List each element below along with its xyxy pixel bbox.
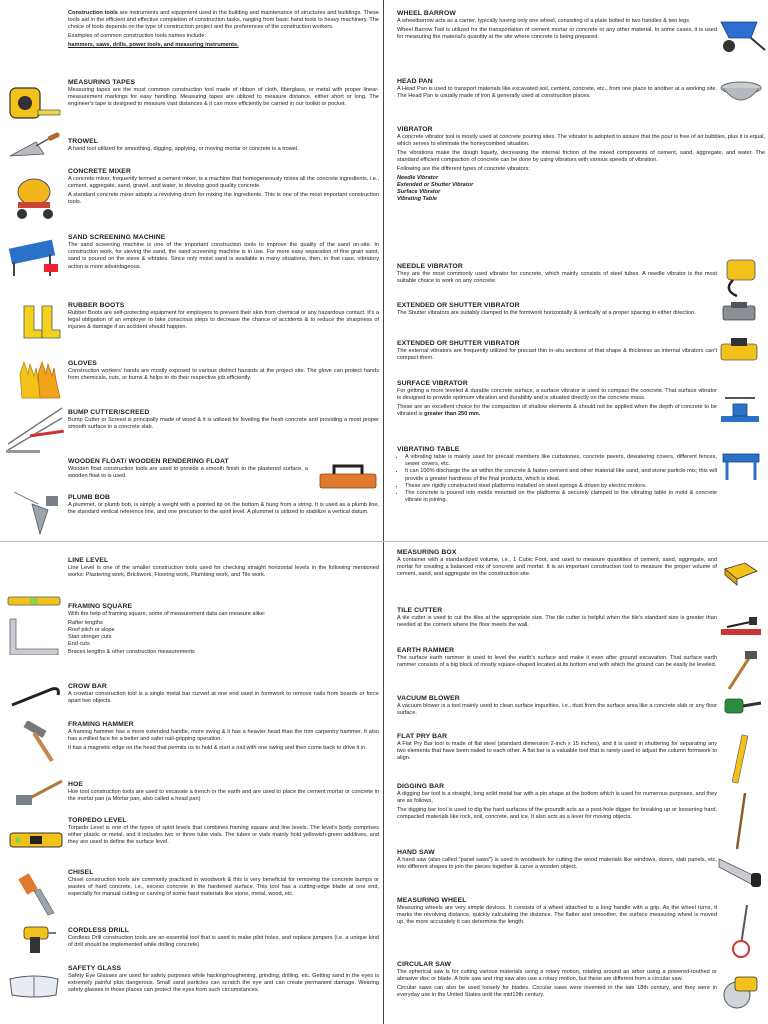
wheel-barrow-title: WHEEL BARROW: [397, 10, 456, 17]
measuring-box-section: [397, 549, 717, 580]
hand-saw-section: [397, 849, 717, 873]
line-level-title: LINE LEVEL: [68, 557, 109, 564]
concrete-mixer-title: CONCRETE MIXER: [68, 168, 131, 175]
cordless-drill-title: CORDLESS DRILL: [68, 927, 130, 934]
crow-bar-section: [68, 683, 379, 707]
wheel-barrow-icon: [717, 14, 767, 54]
bottom-left-panel: [0, 543, 383, 1024]
surface-vibrator-title: SURFACE VIBRATOR: [397, 380, 468, 387]
intro-section: [68, 10, 379, 51]
vibrator-title: VIBRATOR: [397, 126, 433, 133]
chisel-text: Chisel construction tools are commonly practiced in woodwork & this is very beneficial for removing the concrete bumps or wastes of hard concrete, i.e., excess concrete in the hardened surface. This tool has a cutting-edge blade at one end, especially for manual cutting or carving of some hard materials like stone, metal, wood, etc.: [68, 877, 379, 898]
measuring-box-icon: [721, 559, 761, 587]
intro-lead: Construction tools: [68, 10, 118, 16]
framing-square-icon: [6, 615, 60, 655]
head-pan-icon: [719, 78, 763, 108]
line-level-section: [68, 557, 379, 581]
vibrating-table-item: • A vibrating table is mainly used for precast members like curbstones, concrete pavers, dewatering covers, different fences, sewer covers, etc.: [405, 454, 717, 468]
plumb-bob-text: A plummet, or plumb bob, is simply a weight with a pointed tip on the bottom & hung from a string. It is used as a plumb line, the standard vertical reference line, and one precursor to the spirit level. A plummet is utilized to stabilize a vertical datum.: [68, 502, 379, 516]
gloves-icon: [14, 358, 64, 400]
top-left-panel: [0, 0, 383, 540]
bump-cutter-title: BUMP CUTTER/SCREED: [68, 409, 150, 416]
wooden-float-icon: [318, 460, 378, 494]
flat-pry-bar-icon: [729, 731, 753, 787]
vibrator-type-1: Needle Vibrator: [397, 174, 439, 181]
gloves-title: GLOVES: [68, 360, 97, 367]
wooden-float-section: [68, 458, 308, 482]
extended-vibrator-1-text: The Shutter vibrators are suitably clamped to the formwork horizontally & vertically at a proper spacing in either direction.: [397, 310, 696, 316]
surface-vibrator-text-1: For getting a more leveled & durable concrete surface, a surface vibrator is used to compact the concrete. That surface vibrator is designed to provide optimum vibration and durability and is situated directly on the concrete mass.: [397, 388, 717, 402]
vacuum-blower-title: VACUUM BLOWER: [397, 695, 460, 702]
vibrating-table-section: [397, 446, 717, 504]
circular-saw-text-1: The spherical saw is for cutting various materials using a rotary motion, rotating around an arbor using a powered-toothed or abrasive disc or blade. A hole saw and ring saw also use a rotary motion, but these are different from a circular saw.: [397, 969, 717, 983]
bump-cutter-screed-icon: [4, 404, 66, 460]
plumb-bob-icon: [10, 490, 66, 536]
needle-vibrator-title: NEEDLE VIBRATOR: [397, 263, 463, 270]
sand-screening-text: The sand screening machine is one of the important construction tools to improve the quality of the sand on-site. In construction work, for sieving the sand, the sand screening machine is in use. For more easy separation of fine grain sand, sand is poured on the sieve & vibrates. Since only moist sand is available in many situations, then, in that case, vibratory action is more advantageous.: [68, 242, 379, 270]
torpedo-level-section: [68, 817, 379, 848]
chisel-icon: [18, 873, 58, 917]
flat-pry-bar-section: [397, 733, 717, 764]
framing-square-text: With the help of framing square, some of measurement data can measure alike:: [68, 611, 266, 617]
vibrator-text-2: The vibrations make the dough liquefy, decreasing the internal friction of the mixed components of cement, sand, aggregate, and water. The standard efficient compaction of concrete can be done by using vibrators with various speeds of vibration.: [397, 149, 765, 164]
safety-glass-text: Safety Eye Glasses are used for safety purposes while hacking/roughening, grinding, drilling, etc. Getting sand in the eyes is extremely painful plus dangerous. Small sand particles can scratch the eye and can create permanent damage. Wearing safety glasses in those places can protect the eyes from such circumstances.: [68, 973, 379, 994]
framing-square-line: Roof pitch or slope: [68, 626, 115, 633]
digging-bar-text-1: A digging bar tool is a straight, long solid metal bar with a pin shape at the bottom which is used for numerous purposes, and they are as follows,: [397, 791, 717, 805]
rubber-boots-text: Rubber Boots are self-protecting equipment for employers to prevent their skin from chemical or any hazardous contact. It's a legal obligation of an employer to take conscious steps to decrease the chance of accidents & to reduce the sharpness of injuries & damage if an accident should happen.: [68, 310, 379, 331]
framing-hammer-text-1: A framing hammer has a more extended handle, more swing & it has a heavier head than the trim carpentry hammer. It also has a milled face for a better and safer nail-gripping operation.: [68, 729, 379, 743]
rubber-boots-icon: [20, 304, 64, 340]
extended-vibrator-icon: [719, 300, 759, 326]
earth-rammer-text: The surface earth rammer is used to level the earth's surface and make it even after ground excavation. That surface earth rammer consists of a big block of mostly square-shaped located at its bottom end with which the ground can be easily be leveled.: [397, 655, 717, 669]
surface-vibrator-icon: [719, 394, 761, 428]
vibrating-table-item: • These are rigidly constructed steel platforms installed on steel springs & driven by electric motors.: [405, 483, 717, 490]
extended-vibrator-2-title: EXTENDED OR SHUTTER VIBRATOR: [397, 340, 520, 347]
surface-vibrator-text-2: These are an excellent choice for the compaction of shallow elements & should not be applied when the depth of concrete to be vibrated is: [397, 403, 717, 418]
vibrating-table-list: [397, 454, 717, 504]
wooden-float-title: WOODEN FLOAT/ WOODEN RENDERING FLOAT: [68, 458, 229, 465]
plumb-bob-section: [68, 494, 379, 518]
tile-cutter-icon: [719, 615, 763, 643]
trowel-icon: [6, 132, 62, 162]
measuring-box-title: MEASURING BOX: [397, 549, 457, 556]
hoe-icon: [14, 779, 64, 819]
vibrator-text-3: Following are the different types of concrete vibrators:: [397, 165, 530, 172]
flat-pry-bar-title: FLAT PRY BAR: [397, 733, 448, 740]
line-level-icon: [6, 593, 62, 609]
safety-glass-title: SAFETY GLASS: [68, 965, 122, 972]
safety-glass-section: [68, 965, 379, 996]
torpedo-level-title: TORPEDO LEVEL: [68, 817, 127, 824]
measuring-wheel-icon: [725, 901, 759, 959]
framing-square-section: [68, 603, 379, 656]
measuring-wheel-text: Measuring wheels are very simple devices. It consists of a wheel attached to a long handle with a grip. As the wheel turns, it marks the revolving distance, quickly calculating the distance. The flatter and smoother, the surface measuring wheel is moved up, the more accurately it can determine the length.: [397, 905, 717, 926]
hoe-title: HOE: [68, 781, 84, 788]
circular-saw-section: [397, 961, 717, 1001]
vacuum-blower-section: [397, 695, 717, 719]
page-split-divider: [0, 541, 768, 542]
chisel-section: [68, 869, 379, 900]
measuring-tape-icon: [4, 84, 62, 124]
needle-vibrator-section: [397, 263, 717, 287]
vibrating-table-item: • It can 100% discharge the air within the concrete & fasten cement and other material like sand, and stone particle mix; this will provide a greater hardness of the final products, which is ideal.: [405, 468, 717, 482]
framing-hammer-icon: [20, 721, 60, 763]
framing-square-line: Braces lengths & other construction measurements: [68, 648, 195, 655]
bump-cutter-text: Bump Cutter or Screed is principally made of wood & it is utilized for leveling the fresh concrete and providing a most proper smooth surface in a concrete slab.: [68, 417, 379, 431]
framing-hammer-section: [68, 721, 379, 754]
needle-vibrator-icon: [719, 256, 763, 298]
bottom-right-panel: [385, 543, 768, 1024]
trowel-text: A hand tool utilized for smoothing, digging, applying, or moving mortar or concrete is a trowel.: [68, 146, 299, 152]
framing-square-line: Rafter lengths: [68, 619, 103, 626]
crow-bar-text: A crowbar construction tool is a single metal bar curved at one end used in formwork to remove nails from boards or force apart two objects.: [68, 691, 379, 705]
vacuum-blower-icon: [719, 693, 763, 719]
sand-screening-machine-icon: [4, 234, 64, 280]
framing-hammer-text-2: It has a magnetic edge on the head that permits us to hold & start a nail with one swing and then come back to drive it in.: [68, 744, 367, 751]
trowel-section: [68, 138, 379, 155]
shutter-vibrator-icon: [717, 336, 761, 366]
head-pan-title: HEAD PAN: [397, 78, 433, 85]
vacuum-blower-text: A vacuum blower is a tool mainly used to clean surface impurities, i.e., dust from the surface area like a concrete slab or any floor surface.: [397, 703, 717, 717]
bump-cutter-section: [68, 409, 379, 433]
extended-vibrator-1-section: [397, 302, 717, 319]
extended-vibrator-1-title: EXTENDED OR SHUTTER VIBRATOR: [397, 302, 520, 309]
surface-vibrator-section: [397, 380, 717, 420]
surface-vibrator-depth: greater than 250 mm.: [424, 411, 481, 418]
measuring-tapes-text: Measuring tapes are the most common construction tool made of ribbon of cloth, fiberglass, or metal with proper linear-measurement markings for easy handling. Measuring tapes are utilized to measure distance, either short or long. The engineer's tape is designed to measure vast distances & it can more efficiently be carried in our toolkit or pocket.: [68, 87, 379, 108]
extended-vibrator-2-section: [397, 340, 717, 364]
framing-square-line: Stair stringer cuts: [68, 634, 112, 641]
concrete-mixer-text-2: A standard concrete mixer adopts a revolving drum for mixing the ingredients. This is one of the most important construction tools.: [68, 191, 379, 206]
intro-body: are instruments and equipment used in the building and maintenance of structures and buildings. These tools aid in the efficient and effective completion of construction tasks, ranging from basic hand tools to heavy machinery. The choice of tools depends on the type of construction project and the preferences of the construction workers.: [68, 10, 380, 31]
cordless-drill-text: Cordless Drill construction tools are an essential tool that is used to make pilot holes, and replace jumpers (i.e. a unique kind of drill should be implemented while drilling concrete): [68, 935, 379, 949]
needle-vibrator-text: They are the most commonly used vibrator for concrete, which mainly consists of steel tubes. A needle vibrator is the most suitable choice to work on any concrete.: [397, 271, 717, 285]
flat-pry-bar-text: A Flat Pry Bar tool is made of flat steel (standard dimension 2-inch x 15 inches), and it is used in shuttering for separating any two elements that have been nailed to each other. A flat bar is a valuable tool that is rarely used to adjust the column formwork to align.: [397, 741, 717, 762]
head-pan-text: A Head Pan is used to transport materials like excavated soil, cement, concrete, etc., from one place to another at a working site. The Head Pan is usually made of iron & generally used at construction places.: [397, 86, 717, 100]
vibrator-type-4: Vibrating Table: [397, 196, 437, 203]
chisel-title: CHISEL: [68, 869, 94, 876]
top-right-panel: [385, 0, 768, 540]
tile-cutter-text: A tile cutter is used to cut the tiles at the appropriate size. The tile cutter is helpful when the tile's standard size is greater than needed at the corners where the floor meets the wall.: [397, 615, 717, 629]
circular-saw-icon: [719, 971, 763, 1011]
plumb-bob-title: PLUMB BOB: [68, 494, 111, 501]
measuring-wheel-section: [397, 897, 717, 928]
sand-screening-section: [68, 234, 379, 272]
rubber-boots-title: RUBBER BOOTS: [68, 302, 125, 309]
rubber-boots-section: [68, 302, 379, 333]
sand-screening-title: SAND SCREENING MACHINE: [68, 234, 166, 241]
extended-vibrator-2-text: The external vibrators are frequently utilized for precast thin in-situ sections of that shape & thickness as internal vibrators can't compact them.: [397, 348, 717, 362]
earth-rammer-title: EARTH RAMMER: [397, 647, 455, 654]
framing-square-line: End cuts: [68, 641, 90, 648]
torpedo-level-text: Torpedo Level is one of the types of spirit levels that combines framing square and line levels. The level's body comprises either plastic or metal, and it includes two or three tube vials. The tubes or vials mainly hold yellowish-green additives, and they are used to define the surface level.: [68, 825, 379, 846]
concrete-mixer-section: [68, 168, 379, 208]
crow-bar-icon: [8, 683, 62, 711]
measuring-tapes-section: [68, 79, 379, 110]
digging-bar-icon: [731, 791, 751, 851]
hoe-text: Hoe tool construction tools are used to excavate a trench or the earth and are used to place the cement mortar or concrete in the mortar pan (a Mortar pan, also called a head pan): [68, 789, 379, 803]
safety-glass-icon: [6, 971, 62, 1001]
trowel-title: TROWEL: [68, 138, 99, 145]
digging-bar-title: DIGGING BAR: [397, 783, 445, 790]
framing-hammer-title: FRAMING HAMMER: [68, 721, 134, 728]
hand-saw-icon: [717, 855, 763, 889]
hand-saw-text: A hand saw (also called "panel saws") is used in woodwork for cutting the wood materials like windows, doors, slab panels, etc, into different shapes to join the pieces together & carve a wooden object.: [397, 857, 717, 871]
vibrator-type-2: Extended or Shutter Vibrator: [397, 181, 474, 188]
torpedo-level-icon: [8, 829, 64, 851]
digging-bar-section: [397, 783, 717, 823]
circular-saw-title: CIRCULAR SAW: [397, 961, 452, 968]
vibrator-text-1: A concrete vibrator tool is mostly used at concrete pouring sites. The vibrator is adopted to assure that the pour is free of air bubbles, plus it is equal, which serves to eliminate the honeycombed situation.: [397, 134, 765, 148]
vibrating-table-item: • The concrete is poured into molds mounted on the platforms & securely clamped to the vibrating table to mold & concrete vibrate in joining.: [405, 490, 717, 504]
hoe-section: [68, 781, 379, 805]
vibrator-section: [397, 126, 765, 203]
tile-cutter-title: TILE CUTTER: [397, 607, 443, 614]
measuring-box-text: A container with a standardized volume, i.e., 1 Cubic Foot, and used to measure quantities of cement, sand, aggregate, and mortar for creating a balanced mix of concrete and mortar. It is an important construction tool to measure the proper volume of cement, sand, and aggregate on the construction site.: [397, 557, 717, 578]
intro-examples: Examples of common construction tools names include:: [68, 33, 207, 40]
vibrator-type-3: Surface Vibrator: [397, 188, 441, 195]
wooden-float-text: Wooden float construction tools are used to provide a smooth finish to the plastered surface, a wooden float to is used.: [68, 466, 308, 480]
vibrating-table-title: VIBRATING TABLE: [397, 446, 460, 453]
earth-rammer-icon: [723, 649, 759, 691]
wheel-barrow-section: [397, 10, 717, 43]
vibrating-table-icon: [721, 448, 761, 482]
gloves-section: [68, 360, 379, 384]
framing-square-title: FRAMING SQUARE: [68, 603, 133, 610]
earth-rammer-section: [397, 647, 717, 671]
tile-cutter-section: [397, 607, 717, 631]
circular-saw-text-2: Circular saws can also be used loosely for blades. Circular saws were invented in the late 18th century, and they were in everyday use in the United States until the mid19th century.: [397, 984, 717, 999]
cordless-drill-icon: [20, 923, 58, 959]
cordless-drill-section: [68, 927, 379, 951]
hand-saw-title: HAND SAW: [397, 849, 435, 856]
column-divider: [383, 0, 384, 1024]
line-level-text: Line Level is one of the smaller construction tools used for checking straight horizontal levels in the following mentioned works: Plastering work, Brickwork, Flooring work, Plumbing work, and Tile work.: [68, 565, 379, 579]
crow-bar-title: CROW BAR: [68, 683, 107, 690]
intro-list: hammers, saws, drills, power tools, and measuring instruments.: [68, 41, 239, 48]
wheel-barrow-text-1: A wheelbarrow acts as a carrier, typically having only one wheel, consisting of a plate bolted to two handles & two legs.: [397, 18, 691, 24]
concrete-mixer-text-1: A concrete mixer, frequently termed a cement mixer, is a machine that homogeneously mixes all the concrete ingredients, i.e., cement, aggregate, sand, gravel, and water, to develop good quality concrete.: [68, 176, 379, 190]
concrete-mixer-icon: [6, 172, 62, 222]
wheel-barrow-text-2: Wheel Barrow Tool is utilized for the transportation of cement mortar or concrete or any other material. In some cases, it is used for measuring the material's quantity at the site where concrete is being prepared.: [397, 26, 717, 40]
measuring-tapes-title: MEASURING TAPES: [68, 79, 136, 86]
digging-bar-text-2: The digging bar tool is used to dig the hard surfaces of the groundit acts as a post-hole digger for breaking up or loosening hard, compacted materials like rock, soil, concrete, and ice. It also acts as a lever for moving objects.: [397, 806, 717, 821]
head-pan-section: [397, 78, 717, 102]
gloves-text: Construction workers' hands are mostly exposed to various distinct hazards at the project site. The glove can protect hands from chemicals, cuts, or burns & helps to do their respective job efficiently.: [68, 368, 379, 382]
measuring-wheel-title: MEASURING WHEEL: [397, 897, 467, 904]
